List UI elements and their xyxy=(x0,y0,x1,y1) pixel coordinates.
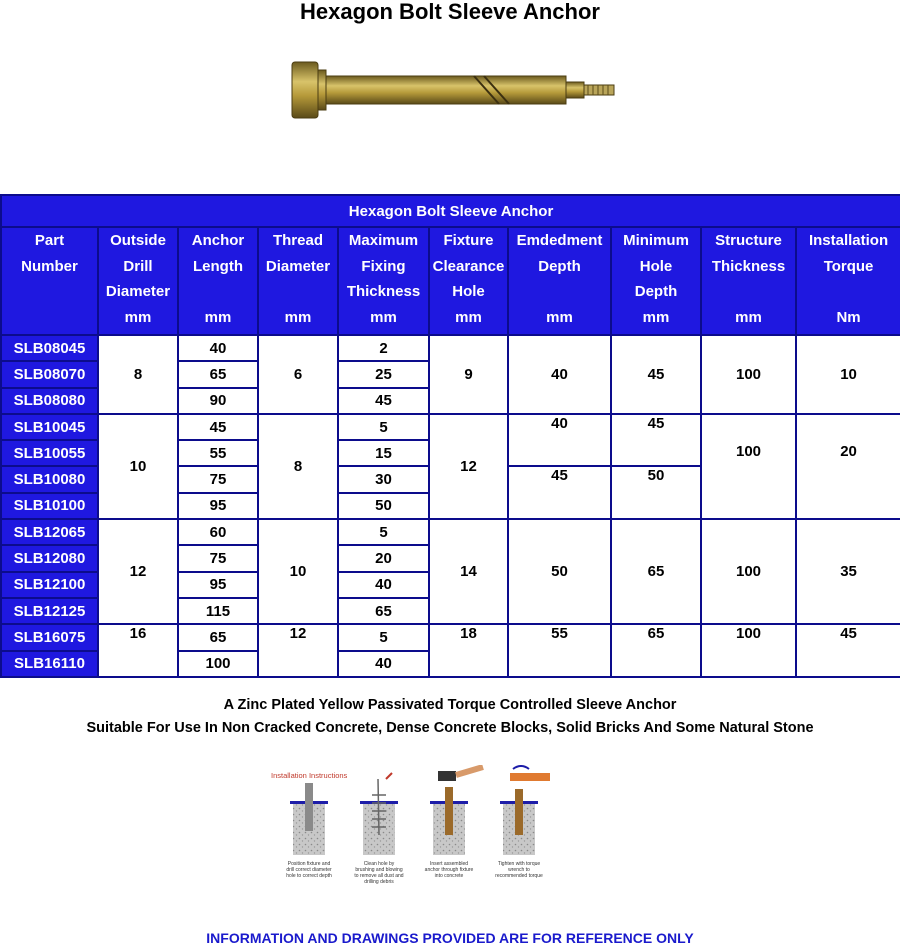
table-banner: Hexagon Bolt Sleeve Anchor xyxy=(1,195,900,227)
fixture-clearance-hole: 12 xyxy=(429,414,508,519)
column-header xyxy=(338,227,429,335)
fixture-clearance-hole: 9 xyxy=(429,335,508,414)
column-header-line: Number xyxy=(21,257,78,275)
outside-drill-diameter: 10 xyxy=(98,414,178,519)
part-number: SLB10045 xyxy=(1,414,98,440)
max-fixing-thickness: 45 xyxy=(338,388,429,414)
installation-torque: 45 xyxy=(796,624,900,677)
anchor-length: 115 xyxy=(178,598,258,624)
step-caption: to remove all dust and xyxy=(354,873,404,879)
anchor-length: 95 xyxy=(178,493,258,519)
column-header-line: Length xyxy=(193,257,243,275)
table-row xyxy=(1,624,900,650)
column-header-line: Installation xyxy=(808,232,889,249)
column-header xyxy=(98,227,178,335)
anchor-length: 65 xyxy=(178,361,258,387)
thread-diameter: 8 xyxy=(258,414,338,519)
step-4-torque xyxy=(500,766,550,855)
column-unit: mm xyxy=(642,308,670,326)
anchor-length: 65 xyxy=(178,624,258,650)
step-2-clean-hole xyxy=(360,773,398,855)
column-unit: mm xyxy=(735,308,762,326)
step-caption: drilling debris xyxy=(364,879,394,885)
column-header-line: Part xyxy=(34,232,65,249)
outside-drill-diameter: 8 xyxy=(98,335,178,414)
step-caption: drill correct diameter xyxy=(286,867,332,873)
min-hole-depth: 65 xyxy=(611,519,701,624)
part-number: SLB08080 xyxy=(1,388,98,414)
column-unit: mm xyxy=(284,308,312,326)
installation-torque: 35 xyxy=(796,519,900,624)
max-fixing-thickness: 40 xyxy=(338,651,429,677)
part-number: SLB08045 xyxy=(1,335,98,361)
sleeve-anchor-image xyxy=(284,52,624,132)
part-number: SLB10055 xyxy=(1,440,98,466)
column-header-line: Depth xyxy=(538,257,581,275)
table-header-row xyxy=(1,227,900,335)
column-header-line: Thickness xyxy=(346,283,421,300)
thread-diameter: 12 xyxy=(258,624,338,677)
step-caption: recommended torque xyxy=(495,873,543,879)
structure-thickness: 100 xyxy=(701,414,796,519)
reference-disclaimer: INFORMATION AND DRAWINGS PROVIDED ARE FOR REFERENCE ONLY xyxy=(206,930,694,946)
fixture-clearance-hole: 18 xyxy=(429,624,508,677)
max-fixing-thickness: 40 xyxy=(338,572,429,598)
max-fixing-thickness: 25 xyxy=(338,361,429,387)
column-header-line: Thickness xyxy=(711,257,786,275)
column-header xyxy=(429,227,508,335)
anchor-length: 75 xyxy=(178,545,258,571)
embedment-depth: 45 xyxy=(508,466,611,519)
column-header-line: Drill xyxy=(123,257,153,275)
max-fixing-thickness: 20 xyxy=(338,545,429,571)
column-header-line: Minimum xyxy=(623,232,689,249)
anchor-length: 60 xyxy=(178,519,258,545)
anchor-length: 55 xyxy=(178,440,258,466)
embedment-depth: 40 xyxy=(508,335,611,414)
part-number: SLB08070 xyxy=(1,361,98,387)
embedment-depth: 55 xyxy=(508,624,611,677)
installation-diagram xyxy=(268,765,568,895)
column-unit: Nm xyxy=(836,308,861,326)
column-unit: mm xyxy=(370,308,397,326)
embedment-depth: 50 xyxy=(508,519,611,624)
table-row xyxy=(1,414,900,440)
column-header-line: Hole xyxy=(639,257,673,275)
step-caption: Position fixture and xyxy=(287,861,331,867)
installation-heading: Installation Instructions xyxy=(271,771,348,780)
column-unit: mm xyxy=(124,308,152,326)
column-header xyxy=(1,227,98,335)
part-number: SLB10100 xyxy=(1,493,98,519)
structure-thickness: 100 xyxy=(701,624,796,677)
anchor-length: 45 xyxy=(178,414,258,440)
anchor-length: 100 xyxy=(178,651,258,677)
step-1-drill xyxy=(290,783,328,855)
column-header-line: Fixing xyxy=(361,257,406,275)
outside-drill-diameter: 12 xyxy=(98,519,178,624)
anchor-length: 40 xyxy=(178,335,258,361)
column-unit: mm xyxy=(455,308,482,326)
outside-drill-diameter: 16 xyxy=(98,624,178,677)
part-number: SLB12080 xyxy=(1,545,98,571)
step-caption: brushing and blowing xyxy=(355,867,403,873)
part-number: SLB12065 xyxy=(1,519,98,545)
part-number: SLB12125 xyxy=(1,598,98,624)
column-header-line: Torque xyxy=(823,257,874,275)
embedment-depth: 40 xyxy=(508,414,611,467)
max-fixing-thickness: 15 xyxy=(338,440,429,466)
step-caption: anchor through fixture xyxy=(424,867,474,873)
thread-diameter: 10 xyxy=(258,519,338,624)
column-header-line: Maximum xyxy=(348,232,419,249)
step-caption: Insert assembled xyxy=(429,861,469,867)
column-unit: mm xyxy=(204,308,232,326)
part-number: SLB12100 xyxy=(1,572,98,598)
column-header xyxy=(796,227,900,335)
step-caption: into concrete xyxy=(434,873,464,879)
thread-diameter: 6 xyxy=(258,335,338,414)
column-header-line: Clearance xyxy=(432,257,505,275)
column-header xyxy=(508,227,611,335)
column-header-line: Diameter xyxy=(105,283,171,300)
min-hole-depth: 45 xyxy=(611,414,701,467)
column-header-line: Hole xyxy=(452,283,485,300)
max-fixing-thickness: 65 xyxy=(338,598,429,624)
step-3-insert-anchor xyxy=(430,767,483,855)
step-caption: wrench to xyxy=(508,867,530,873)
page-title: Hexagon Bolt Sleeve Anchor xyxy=(300,0,600,24)
column-header-line: Anchor xyxy=(191,232,245,249)
max-fixing-thickness: 2 xyxy=(338,335,429,361)
column-header-line: Diameter xyxy=(265,257,331,275)
column-unit: mm xyxy=(546,308,573,326)
part-number: SLB10080 xyxy=(1,466,98,492)
max-fixing-thickness: 5 xyxy=(338,519,429,545)
max-fixing-thickness: 5 xyxy=(338,414,429,440)
column-header-line: Outside xyxy=(110,232,166,249)
structure-thickness: 100 xyxy=(701,335,796,414)
min-hole-depth: 65 xyxy=(611,624,701,677)
column-header-line: Emdedment xyxy=(516,232,603,249)
table-row xyxy=(1,519,900,545)
max-fixing-thickness: 30 xyxy=(338,466,429,492)
anchor-length: 95 xyxy=(178,572,258,598)
column-header xyxy=(258,227,338,335)
max-fixing-thickness: 50 xyxy=(338,493,429,519)
column-header-line: Structure xyxy=(715,232,782,249)
description-line-2: Suitable For Use In Non Cracked Concrete, Dense Concrete Blocks, Solid Bricks And Some Natural Stone xyxy=(86,720,814,736)
column-header xyxy=(701,227,796,335)
step-caption: Clean hole by xyxy=(363,861,395,867)
anchor-length: 75 xyxy=(178,466,258,492)
step-caption: hole to correct depth xyxy=(286,873,332,879)
anchor-length: 90 xyxy=(178,388,258,414)
part-number: SLB16110 xyxy=(1,651,98,677)
structure-thickness: 100 xyxy=(701,519,796,624)
fixture-clearance-hole: 14 xyxy=(429,519,508,624)
description-line-1: A Zinc Plated Yellow Passivated Torque Controlled Sleeve Anchor xyxy=(223,697,677,713)
part-number: SLB16075 xyxy=(1,624,98,650)
min-hole-depth: 45 xyxy=(611,335,701,414)
column-header-line: Fixture xyxy=(443,232,494,249)
column-header xyxy=(611,227,701,335)
spec-table xyxy=(0,194,900,678)
table-row xyxy=(1,335,900,361)
column-header-line: Thread xyxy=(272,232,323,249)
installation-torque: 20 xyxy=(796,414,900,519)
max-fixing-thickness: 5 xyxy=(338,624,429,650)
installation-torque: 10 xyxy=(796,335,900,414)
column-header-line: Depth xyxy=(634,283,678,300)
step-caption: Tighten with torque xyxy=(497,861,541,867)
min-hole-depth: 50 xyxy=(611,466,701,519)
column-header xyxy=(178,227,258,335)
